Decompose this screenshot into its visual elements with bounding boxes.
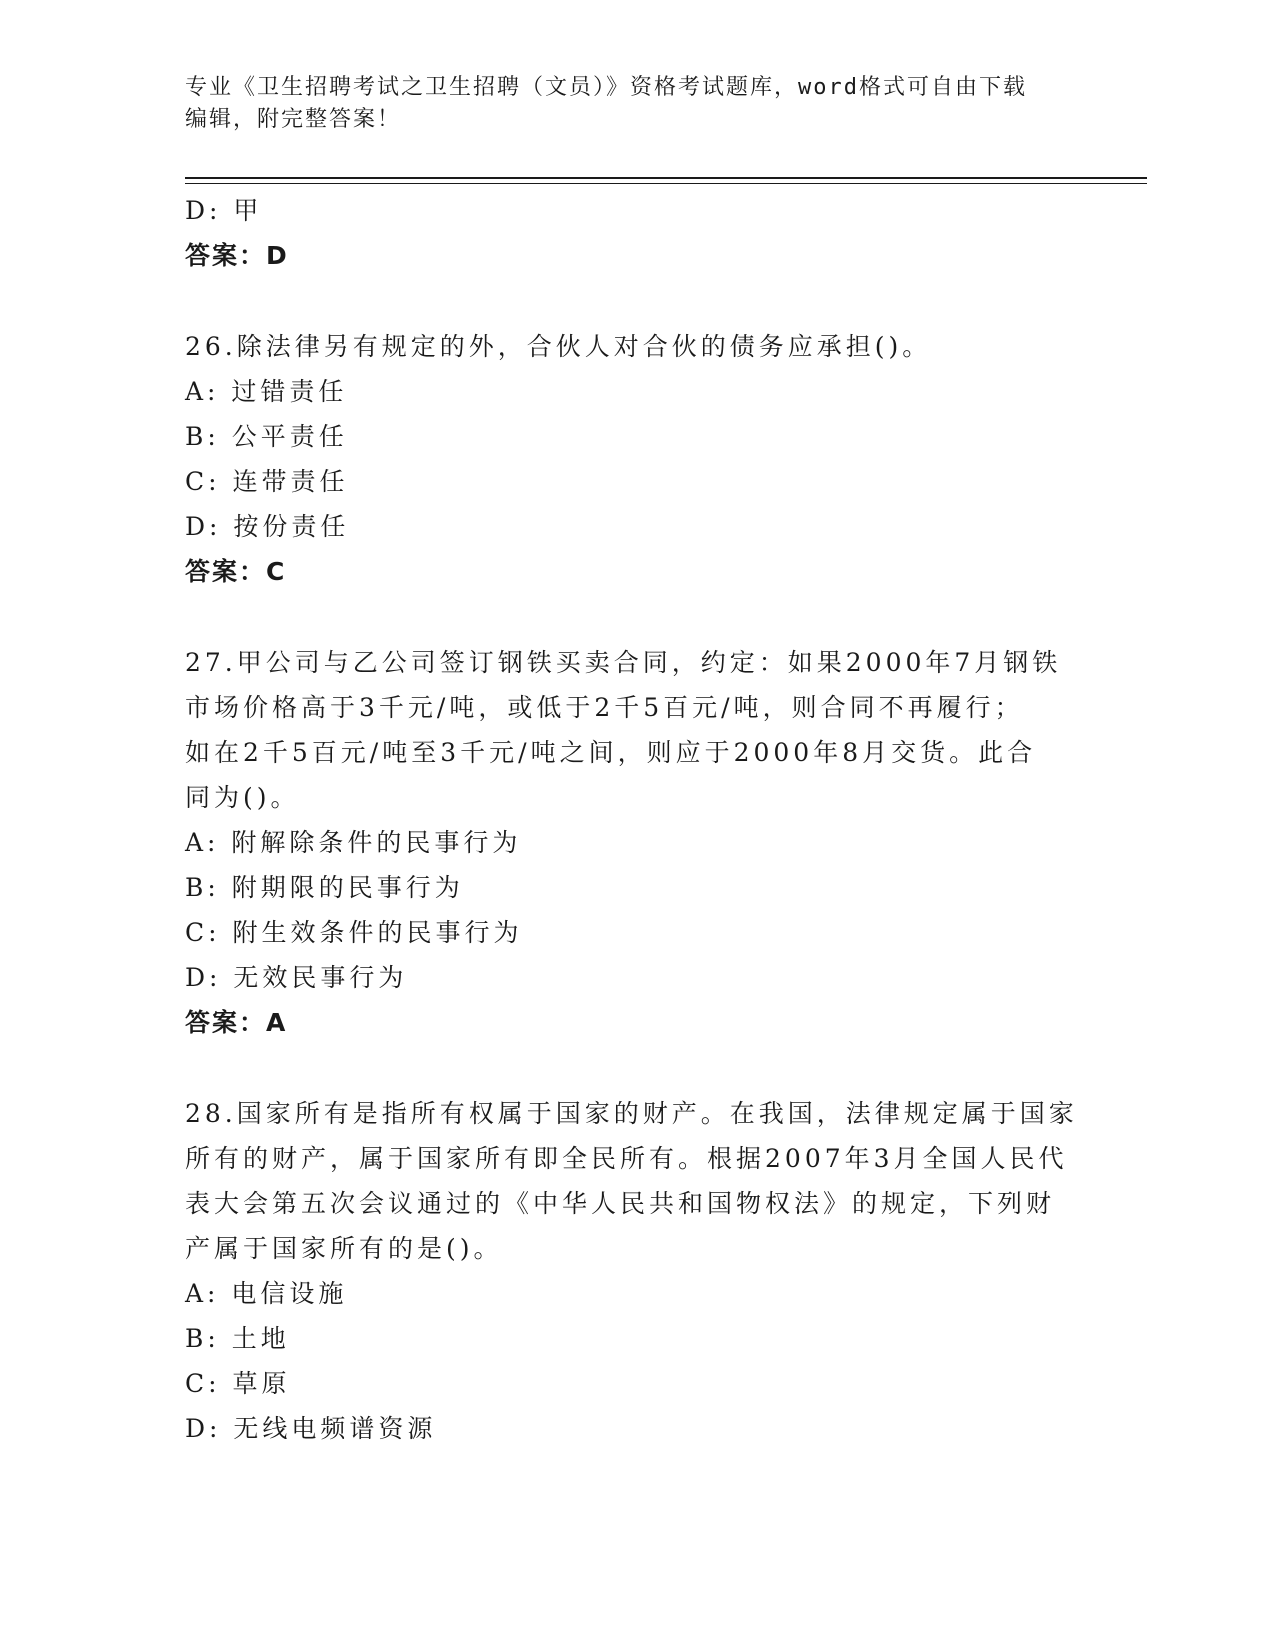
option-a: A: 电信设施 <box>185 1279 348 1308</box>
question-stem-line: 28.国家所有是指所有权属于国家的财产。在我国，法律规定属于国家 <box>185 1099 1078 1128</box>
option-c: C: 连带责任 <box>185 467 349 496</box>
option-d: D: 无效民事行为 <box>185 963 408 992</box>
question-stem-line: 同为()。 <box>185 783 300 812</box>
spacer <box>185 594 1085 640</box>
answer-line: 答案：D <box>185 241 289 270</box>
question-stem-line: 如在2千5百元/吨至3千元/吨之间，则应于2000年8月交货。此合 <box>185 738 1037 767</box>
option-b: B: 土地 <box>185 1324 290 1353</box>
question-stem-line: 所有的财产，属于国家所有即全民所有。根据2007年3月全国人民代 <box>185 1144 1068 1173</box>
option-a: A: 附解除条件的民事行为 <box>185 828 522 857</box>
question-27 <box>185 640 1085 1045</box>
option-d: D: 无线电频谱资源 <box>185 1414 437 1443</box>
option-a: A: 过错责任 <box>185 377 348 406</box>
answer-line: 答案：A <box>185 1008 288 1037</box>
option-b: B: 附期限的民事行为 <box>185 873 464 902</box>
option-d: D: 按份责任 <box>185 512 350 541</box>
header-rule-thin <box>185 183 1147 184</box>
question-stem-line: 27.甲公司与乙公司签订钢铁买卖合同，约定：如果2000年7月钢铁 <box>185 648 1062 677</box>
spacer <box>185 1045 1085 1091</box>
question-26 <box>185 324 1085 594</box>
answer-line: 答案：C <box>185 557 287 586</box>
option-c: C: 草原 <box>185 1369 291 1398</box>
header-line-1: 专业《卫生招聘考试之卫生招聘（文员）》资格考试题库，word格式可自由下载 <box>185 75 1027 100</box>
question-stem: 26.除法律另有规定的外，合伙人对合伙的债务应承担()。 <box>185 332 932 361</box>
option-d: D: 甲 <box>185 196 263 225</box>
question-stem-line: 产属于国家所有的是()。 <box>185 1234 503 1263</box>
question-stem-line: 表大会第五次会议通过的《中华人民共和国物权法》的规定，下列财 <box>185 1189 1056 1218</box>
question-28 <box>185 1091 1085 1451</box>
question-list <box>185 188 1085 1451</box>
question-stem-line: 市场价格高于3千元/吨，或低于2千5百元/吨，则合同不再履行； <box>185 693 1024 722</box>
option-c: C: 附生效条件的民事行为 <box>185 918 523 947</box>
spacer <box>185 278 1085 324</box>
document-header <box>185 72 1085 136</box>
header-rule-thick <box>185 177 1147 179</box>
header-line-2: 编辑，附完整答案！ <box>185 107 402 132</box>
question-25-tail <box>185 188 1085 278</box>
option-b: B: 公平责任 <box>185 422 348 451</box>
